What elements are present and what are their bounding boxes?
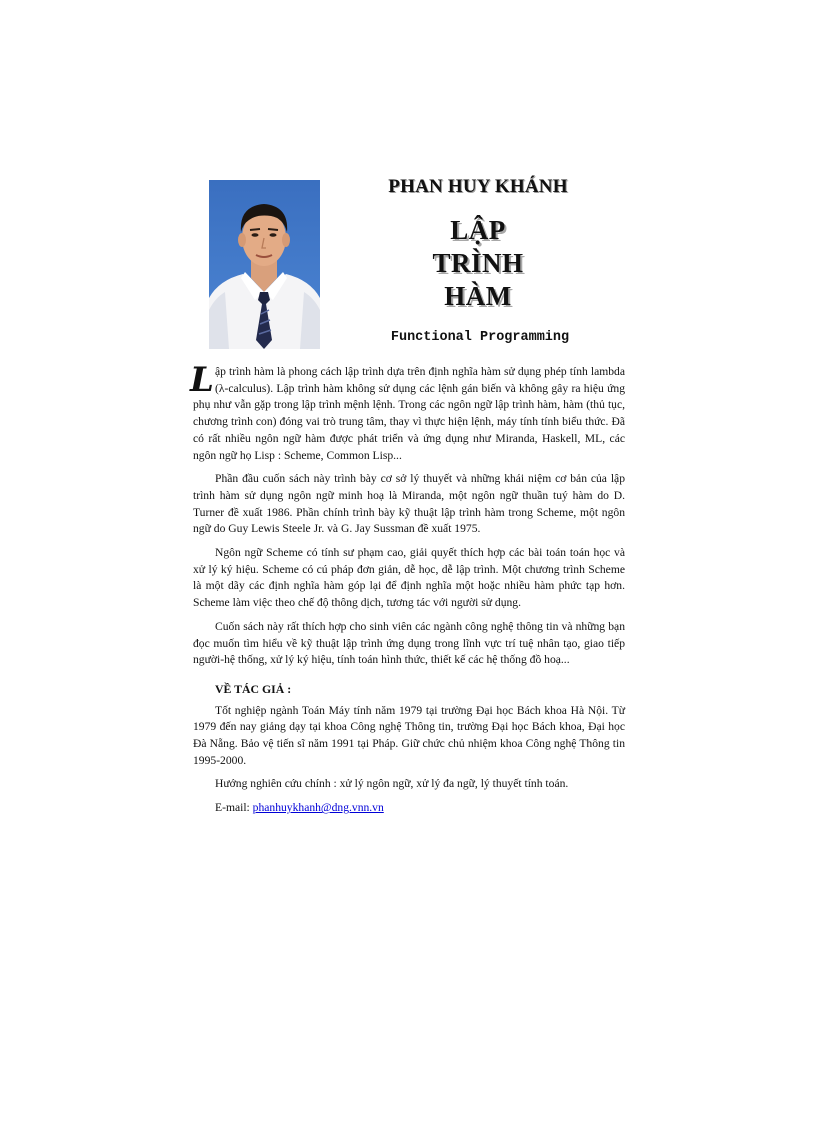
intro-paragraph: [190, 360, 625, 464]
book-title: [398, 214, 558, 313]
about-author-heading: VỀ TÁC GIẢ :: [215, 681, 292, 696]
book-subtitle: Functional Programming: [390, 330, 570, 345]
email-link[interactable]: phanhuykhanh@dng.vnn.vn: [252, 801, 384, 815]
description-paragraph: Phần đầu cuốn sách này trình bày cơ sở lý thuyết và những khái niệm cơ bản của lập trình hàm sử dụng ngôn ngữ minh hoạ là Miranda, một ngôn ngữ thuần tuý hàm do D. Turner đề xuất 1986. Phần chính trình bày kỹ thuật lập trình hàm trong Scheme, một ngôn ngữ do Guy Lewis Steele Jr. và G. Jay Sussman đề xuất 1975.: [193, 472, 625, 536]
author-bio: Tốt nghiệp ngành Toán Máy tính năm 1979 tại trường Đại học Bách khoa Hà Nội. Từ 1979 đến nay giảng dạy tại khoa Công nghệ Thông tin, trường Đại học Bách khoa, Đại học Đà Nẵng. Bảo vệ tiến sĩ năm 1991 tại Pháp. Giữ chức chủ nhiệm khoa Công nghệ Thông tin 1995-2000.: [193, 703, 625, 767]
intro-text: ập trình hàm là phong cách lập trình dựa trên định nghĩa hàm sử dụng phép tính lambda (λ-calculus). Lập trình hàm không sử dụng các lệnh gán biến và không gây ra hiệu ứng phụ như vẫn gặp trong lập trình mệnh lệnh. Trong các ngôn ngữ lập trình hàm, hàm (thủ tục, chương trình con) đóng vai trò trung tâm, thay vì thực hiện lệnh, máy tính tính biểu thức. Đã có rất nhiều ngôn ngữ hàm được phát triển và ứng dụng như Miranda, Haskell, ML, các ngôn ngữ họ Lisp : Scheme, Common Lisp...: [193, 365, 625, 462]
description-paragraph: Ngôn ngữ Scheme có tính sư phạm cao, giải quyết thích hợp các bài toán toán học và xử lý ký hiệu. Scheme có cú pháp đơn giản, dễ học, dễ lập trình. Một chương trình Scheme là một dãy các định nghĩa hàm góp lại để định nghĩa một hoặc nhiều hàm phức tạp hơn. Scheme làm việc theo chế độ thông dịch, tương tác với người sử dụng.: [193, 546, 625, 610]
title-line: HÀM: [444, 281, 512, 311]
research-interests: Hướng nghiên cứu chính : xử lý ngôn ngữ, xử lý đa ngữ, lý thuyết tính toán.: [215, 777, 569, 791]
title-line: LẬP: [450, 215, 506, 245]
drop-cap: L: [190, 360, 214, 400]
title-line: TRÌNH: [432, 248, 524, 278]
email-line: [193, 800, 625, 817]
author-photo: [209, 180, 320, 349]
author-portrait-illustration: [209, 180, 320, 349]
description-paragraph: Cuốn sách này rất thích hợp cho sinh viên các ngành công nghệ thông tin và những bạn đọc muốn tìm hiểu về kỹ thuật lập trình ứng dụng trong lĩnh vực trí tuệ nhân tạo, giao tiếp người-hệ thống, xử lý ký hiệu, tính toán hình thức, thiết kế các hệ thống đồ hoạ...: [193, 619, 625, 667]
email-label: E-mail:: [215, 801, 253, 815]
book-description: [190, 360, 625, 824]
author-name: PHAN HUY KHÁNH: [388, 176, 568, 197]
